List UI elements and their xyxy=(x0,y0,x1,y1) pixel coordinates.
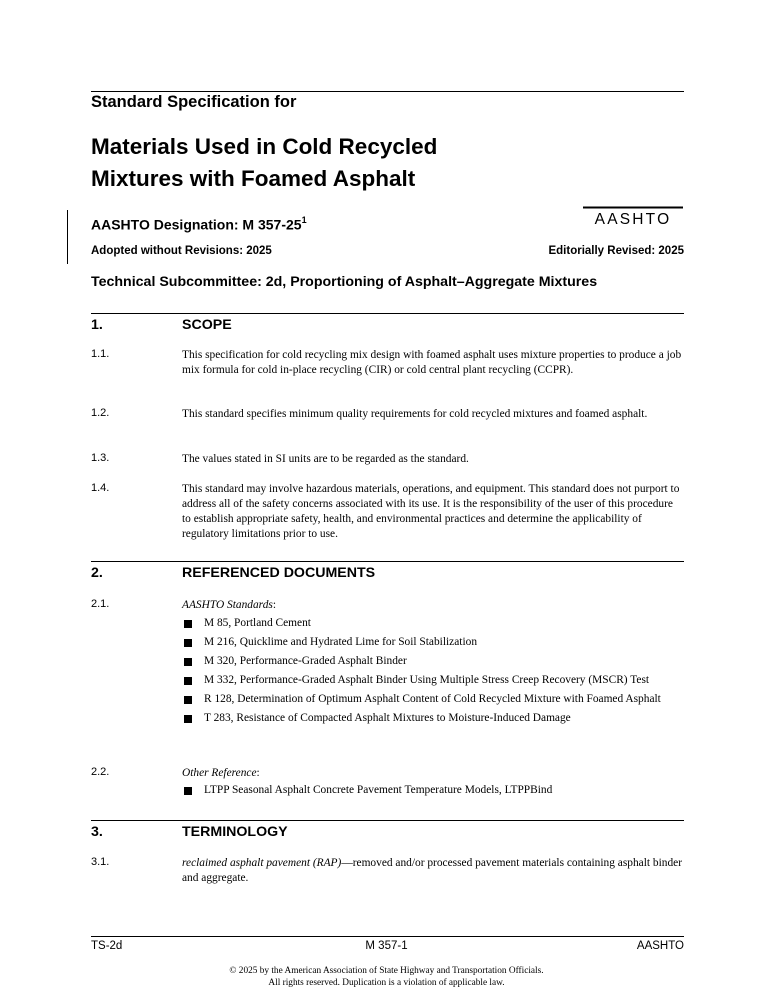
list-item xyxy=(182,635,684,650)
list-item-text: M 216, Quicklime and Hydrated Lime for Soil Stabilization xyxy=(204,636,478,648)
heading-colon: : xyxy=(256,767,260,779)
document-title xyxy=(91,131,691,195)
designation-footnote: 1 xyxy=(301,215,307,225)
paragraph-text xyxy=(182,856,684,886)
paragraph-number: 2.1. xyxy=(91,598,110,610)
adopted-date: Adopted without Revisions: 2025 xyxy=(91,245,272,257)
other-reference-list xyxy=(182,783,684,802)
paragraph-text: This specification for cold recycling mix design with foamed asphalt uses mixture properties to produce a job mix formula for cold in-place recycling (CIR) or cold central plant recycling (CCPR). xyxy=(182,349,682,376)
paragraph-text: The values stated in SI units are to be regarded as the standard. xyxy=(182,453,469,465)
aashto-standards-heading: AASHTO Standards xyxy=(182,599,273,611)
bullet-square-icon xyxy=(184,715,192,723)
section-rule xyxy=(91,561,684,562)
footer-page-number: M 357-1 xyxy=(365,940,408,952)
top-rule xyxy=(91,91,684,92)
bullet-square-icon xyxy=(184,696,192,704)
designation xyxy=(91,216,307,233)
bullet-square-icon xyxy=(184,658,192,666)
bullet-square-icon xyxy=(184,639,192,647)
title-line-1: Materials Used in Cold Recycled xyxy=(91,134,438,159)
definition-text: —removed and/or processed pavement materials containing asphalt binder and aggregate. xyxy=(182,857,682,884)
bullet-square-icon xyxy=(184,677,192,685)
footer-right: AASHTO xyxy=(636,940,684,952)
list-item-text: M 85, Portland Cement xyxy=(204,617,311,629)
list-item-text: M 320, Performance-Graded Asphalt Binder xyxy=(204,655,407,667)
list-item xyxy=(182,711,684,726)
paragraph-number: 2.2. xyxy=(91,766,110,778)
list-item-text: M 332, Performance-Graded Asphalt Binder Using Multiple Stress Creep Recovery (MSCR) Test xyxy=(204,674,650,686)
revised-date: Editorially Revised: 2025 xyxy=(548,245,684,257)
section-title-scope: SCOPE xyxy=(182,317,232,333)
list-item xyxy=(182,692,684,707)
paragraph-text: This standard may involve hazardous materials, operations, and equipment. This standard does not purport to address all of the safety concerns associated with its use. It is the responsibility of the user of this procedure to establish appropriate safety, health, and environmental practices and determine the applicability of regulatory limitations prior to use. xyxy=(182,483,680,540)
section-title-terminology: TERMINOLOGY xyxy=(182,824,288,840)
section-number: 2. xyxy=(91,565,103,581)
aashto-logo xyxy=(582,206,684,226)
paragraph-number: 1.3. xyxy=(91,452,110,464)
section-rule xyxy=(91,820,684,821)
other-reference-heading: Other Reference xyxy=(182,767,257,779)
paragraph-text: This standard specifies minimum quality requirements for cold recycled mixtures and foamed asphalt. xyxy=(182,408,648,420)
paragraph-number: 3.1. xyxy=(91,856,110,868)
technical-subcommittee: Technical Subcommittee: 2d, Proportioning of Asphalt–Aggregate Mixtures xyxy=(91,274,598,290)
designation-text: AASHTO Designation: M 357-25 xyxy=(91,216,302,233)
section-title-referenced-documents: REFERENCED DOCUMENTS xyxy=(182,565,376,581)
footer-rule xyxy=(91,936,684,937)
list-item-text: R 128, Determination of Optimum Asphalt Content of Cold Recycled Mixture with Foamed Asphalt xyxy=(204,693,661,705)
paragraph-heading xyxy=(182,598,684,613)
section-number: 1. xyxy=(91,317,103,333)
revision-margin-bar xyxy=(67,210,68,264)
list-item-text: LTPP Seasonal Asphalt Concrete Pavement Temperature Models, LTPPBind xyxy=(204,784,553,796)
footer-left: TS-2d xyxy=(91,940,123,952)
list-item xyxy=(182,673,684,688)
title-line-2: Mixtures with Foamed Asphalt xyxy=(91,166,416,191)
section-rule xyxy=(91,313,684,314)
section-number: 3. xyxy=(91,824,103,840)
paragraph-number: 1.2. xyxy=(91,407,110,419)
paragraph-number: 1.1. xyxy=(91,348,110,360)
heading-colon: : xyxy=(272,599,276,611)
paragraph-number: 1.4. xyxy=(91,482,110,494)
list-item xyxy=(182,783,684,798)
aashto-logo-text: AASHTO xyxy=(594,211,672,226)
list-item-text: T 283, Resistance of Compacted Asphalt Mixtures to Moisture-Induced Damage xyxy=(204,712,571,724)
bullet-square-icon xyxy=(184,620,192,628)
copyright-line-2: All rights reserved. Duplication is a violation of applicable law. xyxy=(268,978,505,988)
aashto-standards-list xyxy=(182,616,684,730)
defined-term: reclaimed asphalt pavement (RAP) xyxy=(182,857,342,869)
list-item xyxy=(182,654,684,669)
standard-for-label: Standard Specification for xyxy=(91,93,297,111)
bullet-square-icon xyxy=(184,787,192,795)
list-item xyxy=(182,616,684,631)
copyright-line-1: © 2025 by the American Association of State Highway and Transportation Officials. xyxy=(229,966,544,976)
paragraph-heading xyxy=(182,766,684,781)
